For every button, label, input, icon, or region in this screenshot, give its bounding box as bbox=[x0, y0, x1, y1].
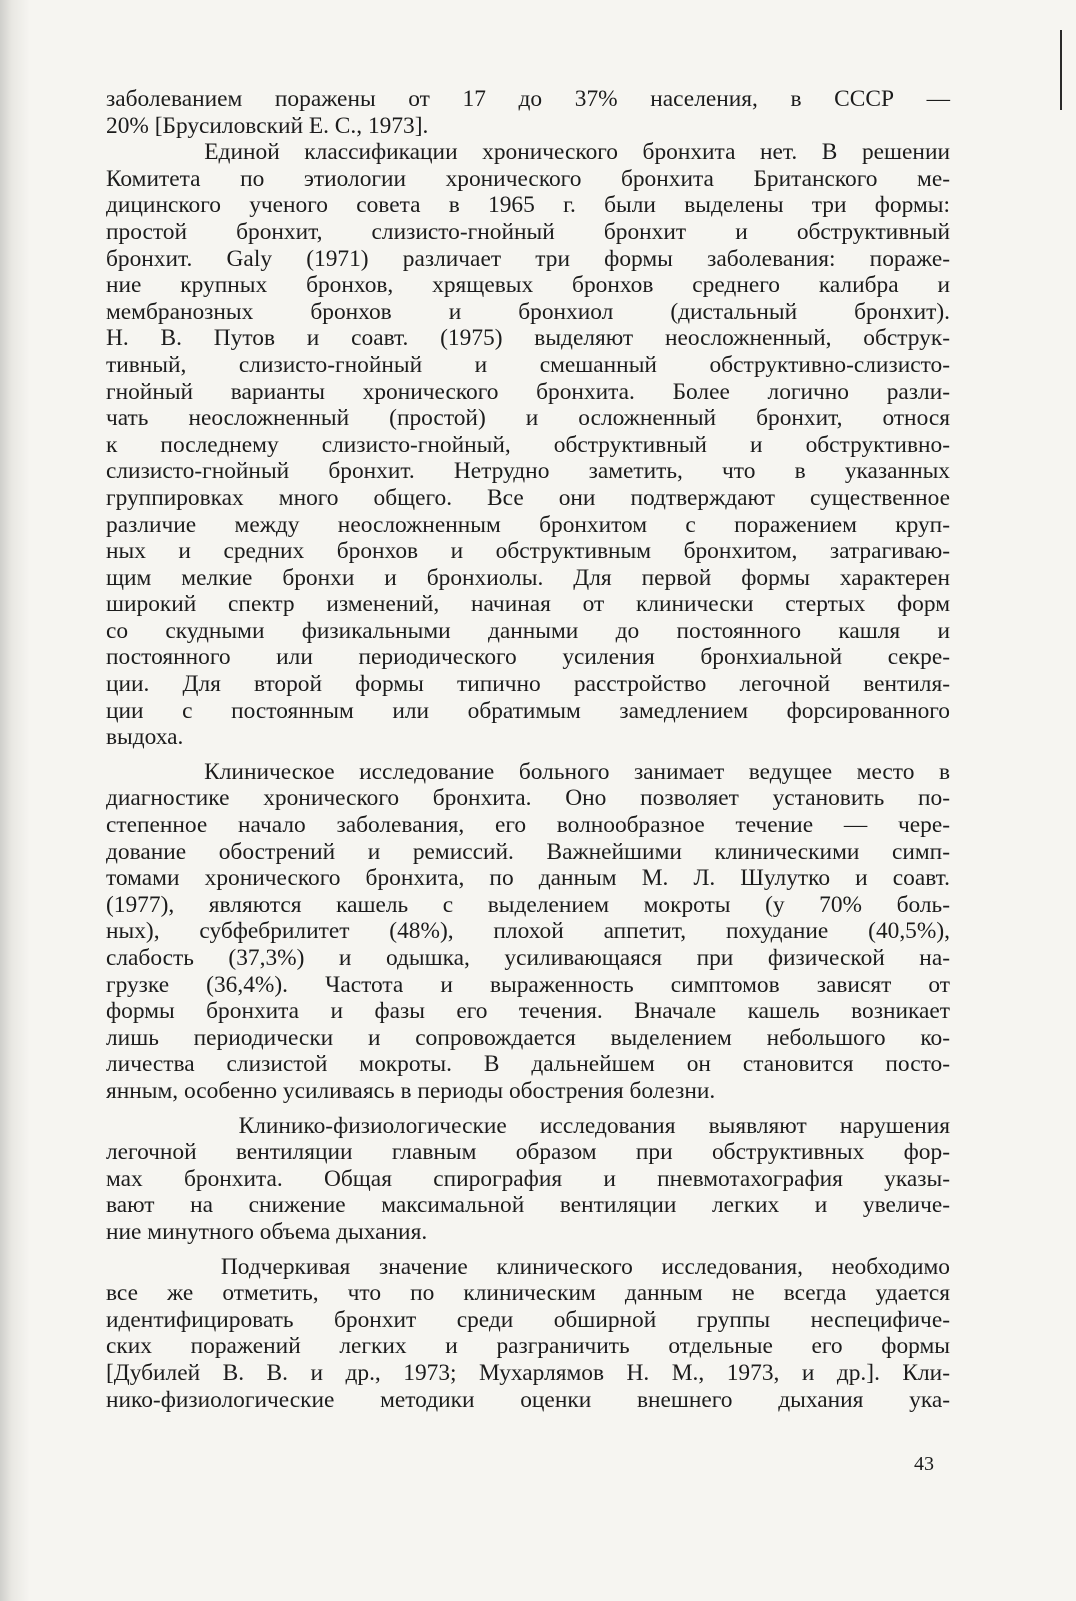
text-line: ских поражений легких и разграничить отдельные его формы bbox=[106, 1333, 950, 1360]
text-line: бронхит. Galy (1971) различает три формы заболевания: пораже- bbox=[106, 245, 950, 272]
text-line: мембранозных бронхов и бронхиол (дистальный бронхит). bbox=[106, 298, 950, 325]
text-line: янным, особенно усиливаясь в периоды обострения болезни. bbox=[106, 1077, 716, 1104]
text-line: мах бронхита. Общая спирография и пневмотахография указы- bbox=[106, 1165, 950, 1192]
text-line: простой бронхит, слизисто-гнойный бронхит и обструктивный bbox=[106, 218, 950, 245]
text-line: томами хронического бронхита, по данным М. Л. Шулутко и соавт. bbox=[106, 865, 950, 892]
text-line: Н. В. Путов и соавт. (1975) выделяют неосложненный, обструк- bbox=[106, 325, 950, 352]
text-line: тивный, слизисто-гнойный и смешанный обструктивно-слизисто- bbox=[106, 351, 950, 378]
text-line: со скудными физикальными данными до постоянного кашля и bbox=[106, 617, 950, 644]
text-line: грузке (36,4%). Частота и выраженность симптомов зависят от bbox=[106, 971, 950, 998]
text-line: дицинского ученого совета в 1965 г. были выделены три формы: bbox=[106, 192, 950, 219]
text-line: Клиническое исследование больного занимает ведущее место в bbox=[106, 758, 950, 785]
text-line: чать неосложненный (простой) и осложненный бронхит, относя bbox=[106, 405, 950, 432]
page-number: 43 bbox=[914, 1453, 934, 1475]
text-line: (1977), являются кашель с выделением мокроты (у 70% боль- bbox=[106, 891, 950, 918]
paragraph-3 bbox=[106, 759, 950, 1105]
text-line: гнойный варианты хронического бронхита. Более логично разли- bbox=[106, 378, 950, 405]
text-line: все же отметить, что по клиническим данным не всегда удается bbox=[106, 1280, 950, 1307]
text-line: дование обострений и ремиссий. Важнейшими клиническими симп- bbox=[106, 838, 950, 865]
paragraph-5 bbox=[106, 1254, 950, 1414]
text-line: различие между неосложненным бронхитом с поражением круп- bbox=[106, 511, 950, 538]
text-line: [Дубилей В. В. и др., 1973; Мухарлямов Н. М., 1973, и др.]. Кли- bbox=[106, 1359, 950, 1386]
text-line: группировках много общего. Все они подтверждают существенное bbox=[106, 484, 950, 511]
text-line: лишь периодически и сопровождается выделением небольшого ко- bbox=[106, 1024, 950, 1051]
text-line: идентифицировать бронхит среди обширной группы неспецифиче- bbox=[106, 1306, 950, 1333]
text-line: широкий спектр изменений, начиная от клинически стертых форм bbox=[106, 591, 950, 618]
text-line: ции. Для второй формы типично расстройство легочной вентиля- bbox=[106, 671, 950, 698]
text-line: легочной вентиляции главным образом при обструктивных фор- bbox=[106, 1139, 950, 1166]
text-line: Клинико-физиологические исследования выявляют нарушения bbox=[106, 1112, 950, 1139]
text-line: выдоха. bbox=[106, 724, 184, 751]
paragraph-2 bbox=[106, 139, 950, 751]
book-spine-shadow bbox=[0, 0, 30, 1601]
text-line: нико-физиологические методики оценки внешнего дыхания ука- bbox=[106, 1386, 950, 1413]
text-line: формы бронхита и фазы его течения. Вначале кашель возникает bbox=[106, 998, 950, 1025]
text-line: Подчеркивая значение клинического исследования, необходимо bbox=[106, 1253, 950, 1280]
paragraph-4 bbox=[106, 1113, 950, 1246]
text-line: постоянного или периодического усиления бронхиальной секре- bbox=[106, 644, 950, 671]
text-line: ции с постоянным или обратимым замедлением форсированного bbox=[106, 697, 950, 724]
text-line: диагностике хронического бронхита. Оно позволяет установить по- bbox=[106, 785, 950, 812]
text-line: слабость (37,3%) и одышка, усиливающаяся при физической на- bbox=[106, 945, 950, 971]
text-line: к последнему слизисто-гнойный, обструктивный и обструктивно- bbox=[106, 431, 950, 458]
text-line: степенное начало заболевания, его волнообразное течение — чере- bbox=[106, 812, 950, 839]
text-line: заболеванием поражены от 17 до 37% населения, в СССР — bbox=[106, 86, 950, 112]
text-line: ных и средних бронхов и обструктивным бронхитом, затрагиваю- bbox=[106, 538, 950, 565]
page-body bbox=[106, 86, 950, 1413]
paragraph-1 bbox=[106, 86, 950, 139]
text-line: ние минутного объема дыхания. bbox=[106, 1218, 428, 1245]
page-edge-mark bbox=[1060, 30, 1062, 110]
text-line: личества слизистой мокроты. В дальнейшем он становится посто- bbox=[106, 1051, 950, 1078]
text-line: Комитета по этиологии хронического бронхита Британского ме- bbox=[106, 165, 950, 192]
text-line: 20% [Брусиловский Е. С., 1973]. bbox=[106, 112, 429, 139]
text-line: слизисто-гнойный бронхит. Нетрудно заметить, что в указанных bbox=[106, 458, 950, 485]
text-line: ние крупных бронхов, хрящевых бронхов среднего калибра и bbox=[106, 272, 950, 299]
text-line: вают на снижение максимальной вентиляции легких и увеличе- bbox=[106, 1192, 950, 1219]
text-line: ных), субфебрилитет (48%), плохой аппетит, похудание (40,5%), bbox=[106, 918, 950, 945]
text-line: щим мелкие бронхи и бронхиолы. Для первой формы характерен bbox=[106, 564, 950, 591]
text-line: Единой классификации хронического бронхита нет. В решении bbox=[106, 139, 950, 166]
